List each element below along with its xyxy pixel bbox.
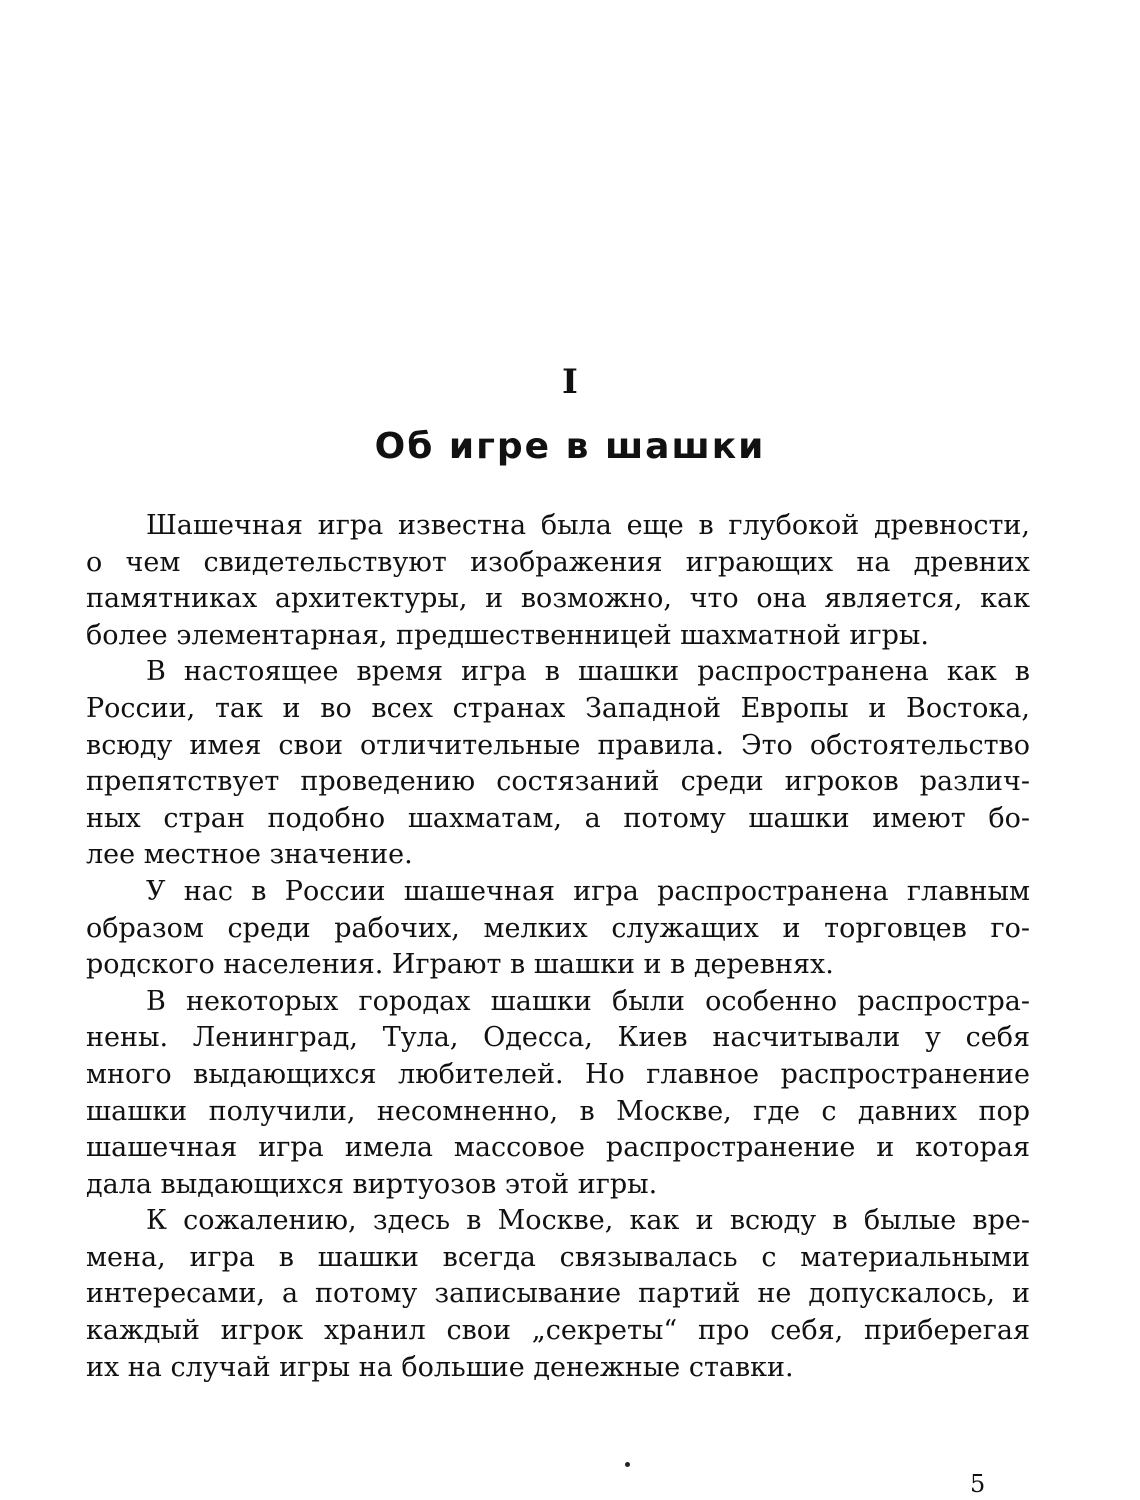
text-line: препятствует проведению состязаний среди игроков различ- (86, 766, 1030, 798)
text-line: К сожалению, здесь в Москве, как и всюду в былые вре- (146, 1205, 1030, 1237)
text-line: их на случай игры на большие денежные ставки. (86, 1351, 794, 1383)
text-line: родского населения. Играют в шашки и в деревнях. (86, 949, 834, 981)
text-line: ных стран подобно шахматам, а потому шашки имеют бо- (86, 802, 1030, 834)
text-line: памятниках архитектуры, и возможно, что она является, как (86, 583, 1030, 615)
chapter-number: I (562, 362, 578, 402)
print-speck (625, 1462, 630, 1467)
text-line: В некоторых городах шашки были особенно распростра- (146, 985, 1030, 1017)
paragraph-1 (86, 508, 1030, 654)
text-line: много выдающихся любителей. Но главное распространение (86, 1058, 1030, 1090)
text-line: интересами, а потому записывание партий не допускалось, и (86, 1278, 1030, 1310)
paragraph-5 (86, 1203, 1030, 1386)
chapter-body (86, 508, 1030, 1386)
text-line: У нас в России шашечная игра распространена главным (146, 875, 1030, 907)
paragraph-2 (86, 654, 1030, 874)
text-line: В настоящее время игра в шашки распространена как в (146, 656, 1030, 688)
text-line: образом среди рабочих, мелких служащих и торговцев го- (86, 912, 1030, 944)
text-line: шашечная игра имела массовое распространение и которая (86, 1132, 1030, 1164)
paragraph-3 (86, 874, 1030, 984)
text-line: Шашечная игра известна была еще в глубокой древности, (146, 510, 1030, 541)
page-number: 5 (970, 1470, 986, 1498)
text-line: о чем свидетельствуют изображения играющих на древних (86, 546, 1030, 578)
paragraph-4 (86, 984, 1030, 1204)
text-line: всюду имея свои отличительные правила. Это обстоятельство (86, 729, 1030, 761)
text-line: каждый игрок хранил свои „секреты“ про себя, приберегая (86, 1315, 1030, 1347)
text-line: более элементарная, предшественницей шахматной игры. (86, 619, 929, 651)
text-line: лее местное значение. (86, 839, 413, 871)
text-line: России, так и во всех странах Западной Европы и Востока, (86, 692, 1030, 724)
text-line: шашки получили, несомненно, в Москве, где с давних пор (86, 1095, 1030, 1127)
text-line: мена, игра в шашки всегда связывалась с материальными (86, 1241, 1030, 1273)
text-line: дала выдающихся виртуозов этой игры. (86, 1168, 658, 1200)
chapter-title: Об игре в шашки (374, 426, 766, 467)
text-line: нены. Ленинград, Тула, Одесса, Киев насчитывали у себя (86, 1022, 1030, 1054)
